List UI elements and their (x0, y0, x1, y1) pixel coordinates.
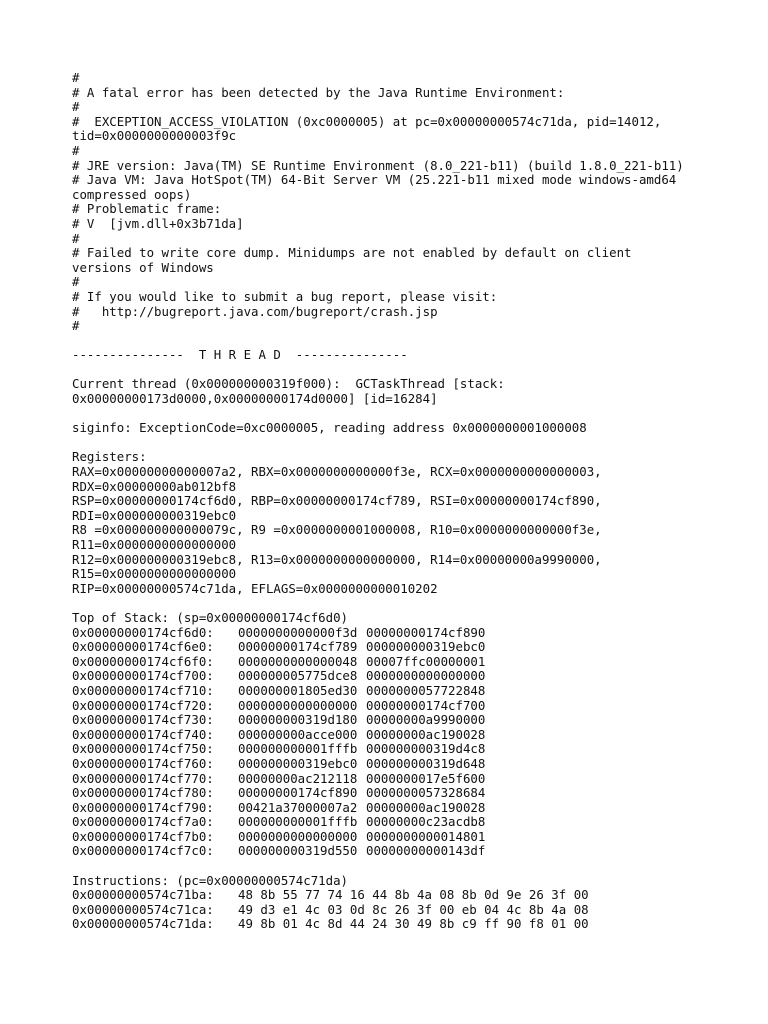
stack-row (72, 655, 752, 670)
stack-value: 00000000c23acdb8 (366, 814, 486, 830)
registers-line: Registers: (72, 449, 147, 465)
current-thread (72, 377, 752, 406)
header-line: # A fatal error has been detected by the Java Runtime Environment: (72, 84, 565, 100)
header-line: # V [jvm.dll+0x3b71da] (72, 215, 244, 231)
top-of-stack-block (72, 611, 752, 859)
instruction-address: 0x00000000574c71ba: (72, 887, 214, 903)
header-line: # (72, 318, 80, 334)
current-thread-line: Current thread (0x000000000319f000): GCTaskThread [stack: (72, 376, 505, 392)
registers-line: RDX=0x00000000ab012bf8 (72, 478, 237, 494)
stack-value: 000000000319d180 (238, 712, 358, 728)
instruction-row (72, 917, 752, 932)
top-of-stack-title: Top of Stack: (sp=0x00000000174cf6d0) (72, 609, 349, 625)
stack-value: 000000000acce000 (238, 726, 358, 742)
stack-address: 0x00000000174cf760: (72, 755, 214, 771)
header-line: # (72, 142, 80, 158)
stack-value: 000000001805ed30 (238, 682, 358, 698)
stack-value: 0000000017e5f600 (366, 770, 486, 786)
stack-address: 0x00000000174cf7a0: (72, 814, 214, 830)
stack-value: 00000000174cf890 (238, 785, 358, 801)
stack-value: 00000000174cf700 (366, 697, 486, 713)
stack-value: 00000000174cf890 (366, 624, 486, 640)
current-thread-line: 0x00000000173d0000,0x00000000174d0000] [id=16284] (72, 391, 438, 407)
instructions-title: Instructions: (pc=0x00000000574c71da) (72, 872, 349, 888)
stack-value: 000000000001fffb (238, 814, 358, 830)
error-header (72, 71, 752, 334)
stack-value: 0000000000000048 (238, 653, 358, 669)
header-line: # (72, 274, 80, 290)
header-line: # EXCEPTION_ACCESS_VIOLATION (0xc0000005) at pc=0x00000000574c71da, pid=14012, (72, 113, 662, 129)
instruction-bytes: 48 8b 55 77 74 16 44 8b 4a 08 8b 0d 9e 26 3f 00 (238, 887, 589, 903)
stack-row (72, 801, 752, 816)
stack-row (72, 815, 752, 830)
stack-address: 0x00000000174cf790: (72, 799, 214, 815)
stack-value: 000000000319ebc0 (238, 755, 358, 771)
header-line: # Java VM: Java HotSpot(TM) 64-Bit Server VM (25.221-b11 mixed mode windows-amd64 (72, 172, 677, 188)
stack-value: 000000000319d550 (238, 843, 358, 859)
registers-line: RSP=0x00000000174cf6d0, RBP=0x00000000174cf789, RSI=0x00000000174cf890, (72, 493, 602, 509)
header-line: # If you would like to submit a bug report, please visit: (72, 288, 498, 304)
spacer (72, 859, 752, 874)
stack-row (72, 713, 752, 728)
stack-address: 0x00000000174cf750: (72, 741, 214, 757)
stack-value: 0000000057722848 (366, 682, 486, 698)
stack-row (72, 699, 752, 714)
stack-address: 0x00000000174cf700: (72, 668, 214, 684)
stack-address: 0x00000000174cf7c0: (72, 843, 214, 859)
stack-row (72, 757, 752, 772)
stack-value: 0000000000000000 (366, 668, 486, 684)
stack-address: 0x00000000174cf780: (72, 785, 214, 801)
spacer (72, 596, 752, 611)
stack-row (72, 786, 752, 801)
header-line: # Failed to write core dump. Minidumps are not enabled by default on client (72, 245, 632, 261)
stack-address: 0x00000000174cf730: (72, 712, 214, 728)
stack-value: 00000000ac212118 (238, 770, 358, 786)
stack-row (72, 844, 752, 859)
spacer (72, 407, 752, 422)
stack-row (72, 669, 752, 684)
instruction-row (72, 903, 752, 918)
stack-value: 000000000319d4c8 (366, 741, 486, 757)
instruction-address: 0x00000000574c71da: (72, 916, 214, 932)
spacer (72, 436, 752, 451)
registers-line: R15=0x0000000000000000 (72, 566, 237, 582)
siginfo-line: siginfo: ExceptionCode=0xc0000005, reading address 0x0000000001000008 (72, 420, 587, 436)
stack-address: 0x00000000174cf770: (72, 770, 214, 786)
instruction-rows (72, 888, 752, 932)
header-line: compressed oops) (72, 186, 192, 202)
stack-value: 0000000000000f3d (238, 624, 358, 640)
registers-line: RIP=0x00000000574c71da, EFLAGS=0x0000000000010202 (72, 580, 438, 596)
header-line: # (72, 70, 80, 85)
stack-value: 00000000ac190028 (366, 726, 486, 742)
registers-line: RAX=0x00000000000007a2, RBX=0x0000000000000f3e, RCX=0x0000000000000003, (72, 464, 602, 480)
header-line: tid=0x0000000000003f9c (72, 128, 237, 144)
spacer (72, 363, 752, 378)
stack-value: 00000000a9990000 (366, 712, 486, 728)
instruction-row (72, 888, 752, 903)
stack-address: 0x00000000174cf6e0: (72, 639, 214, 655)
stack-address: 0x00000000174cf710: (72, 682, 214, 698)
registers-line: R8 =0x000000000000079c, R9 =0x0000000001000008, R10=0x0000000000000f3e, (72, 522, 602, 538)
registers-line: R12=0x000000000319ebc8, R13=0x0000000000000000, R14=0x00000000a9990000, (72, 551, 602, 567)
stack-address: 0x00000000174cf6d0: (72, 624, 214, 640)
stack-value: 000000000001fffb (238, 741, 358, 757)
stack-value: 000000005775dce8 (238, 668, 358, 684)
stack-address: 0x00000000174cf720: (72, 697, 214, 713)
stack-row (72, 772, 752, 787)
stack-rows (72, 626, 752, 860)
stack-value: 0000000000000000 (238, 828, 358, 844)
stack-row (72, 640, 752, 655)
instruction-bytes: 49 8b 01 4c 8d 44 24 30 49 8b c9 ff 90 f8 01 00 (238, 916, 589, 932)
stack-value: 0000000000000000 (238, 697, 358, 713)
thread-section-heading: --------------- T H R E A D --------------- (72, 347, 408, 363)
stack-value: 000000000319d648 (366, 755, 486, 771)
stack-row (72, 742, 752, 757)
stack-row (72, 728, 752, 743)
stack-value: 0000000000014801 (366, 828, 486, 844)
stack-row (72, 830, 752, 845)
instruction-bytes: 49 d3 e1 4c 03 0d 8c 26 3f 00 eb 04 4c 8b 4a 08 (238, 901, 589, 917)
stack-value: 0000000057328684 (366, 785, 486, 801)
stack-address: 0x00000000174cf740: (72, 726, 214, 742)
header-line: # JRE version: Java(TM) SE Runtime Environment (8.0_221-b11) (build 1.8.0_221-b11) (72, 157, 684, 173)
stack-value: 00000000174cf789 (238, 639, 358, 655)
registers-block (72, 450, 752, 596)
bug-report-url[interactable]: # http://bugreport.java.com/bugreport/crash.jsp (72, 303, 438, 319)
spacer (72, 334, 752, 349)
stack-row (72, 626, 752, 641)
registers-line: R11=0x0000000000000000 (72, 537, 237, 552)
header-line: versions of Windows (72, 259, 214, 275)
instructions-block (72, 874, 752, 932)
stack-value: 00000000000143df (366, 843, 486, 859)
header-line: # (72, 99, 80, 115)
header-line: # Problematic frame: (72, 201, 222, 217)
instruction-address: 0x00000000574c71ca: (72, 901, 214, 917)
header-line: # (72, 230, 80, 246)
stack-value: 00000000ac190028 (366, 799, 486, 815)
stack-value: 00421a37000007a2 (238, 799, 358, 815)
stack-address: 0x00000000174cf6f0: (72, 653, 214, 669)
stack-value: 00007ffc00000001 (366, 653, 486, 669)
stack-row (72, 684, 752, 699)
stack-value: 000000000319ebc0 (366, 639, 486, 655)
stack-address: 0x00000000174cf7b0: (72, 828, 214, 844)
registers-line: RDI=0x000000000319ebc0 (72, 507, 237, 523)
crash-log-document (72, 71, 752, 932)
